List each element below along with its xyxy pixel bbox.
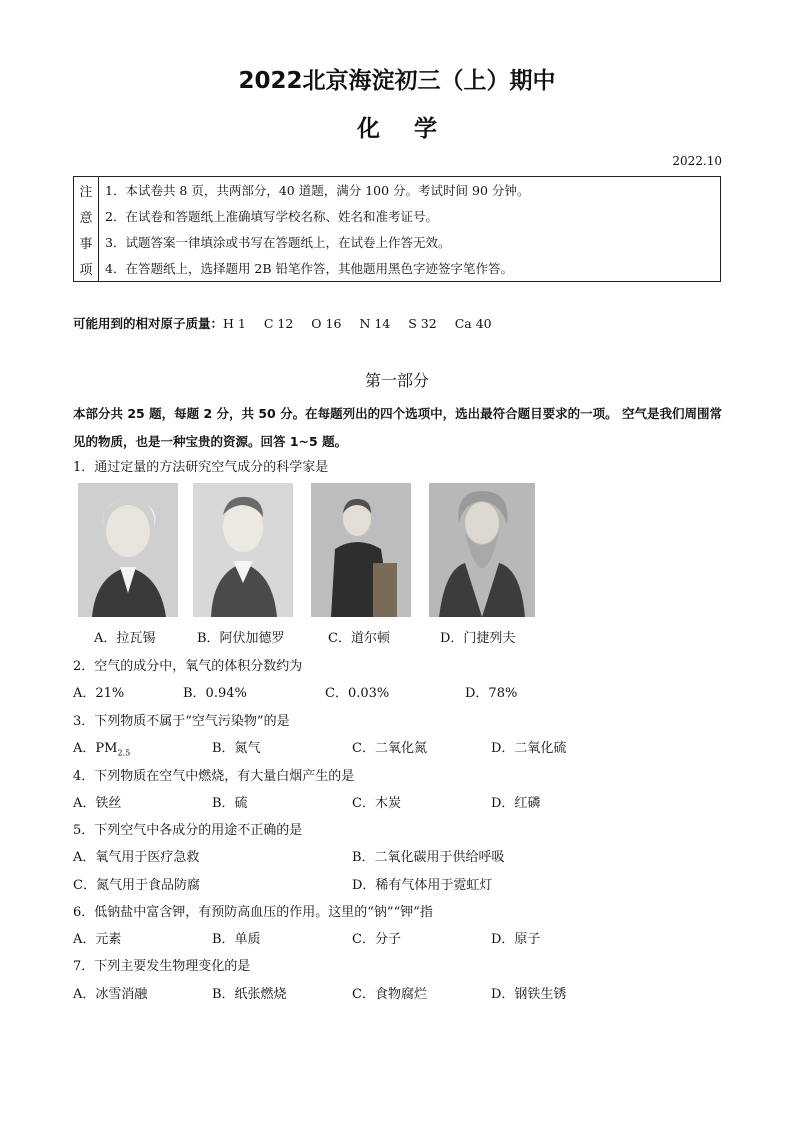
option-label: B．单质 bbox=[212, 932, 261, 947]
notice-label: 意 bbox=[74, 203, 99, 229]
question-stem: 5．下列空气中各成分的用途不正确的是 bbox=[73, 823, 303, 838]
portrait-image bbox=[193, 483, 293, 617]
atomic-mass: H 1 bbox=[223, 316, 246, 331]
option-label: A．冰雪消融 bbox=[73, 987, 148, 1002]
notice-label: 注 bbox=[74, 177, 99, 204]
portrait-image bbox=[78, 483, 178, 617]
question-stem: 7．下列主要发生物理变化的是 bbox=[73, 959, 251, 974]
option-label: C．0.03% bbox=[325, 686, 390, 701]
part-intro: 本部分共 25 题，每题 2 分，共 50 分。在每题列出的四个选项中，选出最符合题目要求的一项。 空气是我们周围常见的物质，也是一种宝贵的资源。回答 1~5 题。 bbox=[73, 406, 722, 449]
option-label: C．食物腐烂 bbox=[352, 987, 427, 1002]
portrait-image bbox=[311, 483, 411, 617]
atomic-mass: Ca 40 bbox=[454, 316, 492, 331]
option-label: B．二氧化碳用于供给呼吸 bbox=[352, 850, 505, 865]
option-label: C．分子 bbox=[352, 932, 401, 947]
notice-item: 1．本试卷共 8 页，共两部分，40 道题，满分 100 分。考试时间 90 分钟。 bbox=[99, 177, 721, 204]
question-stem: 1．通过定量的方法研究空气成分的科学家是 bbox=[73, 460, 329, 475]
option-label: B．纸张燃烧 bbox=[212, 987, 287, 1002]
notice-item: 3．试题答案一律填涂或书写在答题纸上，在试卷上作答无效。 bbox=[99, 229, 721, 255]
atomic-mass: S 32 bbox=[408, 316, 437, 331]
atomic-mass: O 16 bbox=[311, 316, 342, 331]
part-heading: 第一部分 bbox=[364, 371, 429, 390]
subject-title: 化学 bbox=[357, 115, 471, 142]
option-label: C．氮气用于食品防腐 bbox=[73, 878, 200, 893]
notice-label: 事 bbox=[74, 229, 99, 255]
atomic-masses-label: 可能用到的相对原子质量： bbox=[73, 316, 224, 331]
question-stem: 4．下列物质在空气中燃烧，有大量白烟产生的是 bbox=[73, 769, 355, 784]
notice-item: 4．在答题纸上，选择题用 2B 铅笔作答，其他题用黑色字迹签字笔作答。 bbox=[99, 255, 721, 282]
question-stem: 3．下列物质不属于“空气污染物”的是 bbox=[73, 714, 290, 729]
notice-item: 2．在试卷和答题纸上准确填写学校名称、姓名和准考证号。 bbox=[99, 203, 721, 229]
option-label: A．元素 bbox=[73, 932, 122, 947]
option-label: B．0.94% bbox=[183, 686, 247, 701]
option-label: B．阿伏加德罗 bbox=[197, 631, 285, 646]
exam-date: 2022.10 bbox=[672, 154, 722, 168]
atomic-masses bbox=[73, 314, 492, 332]
notice-table bbox=[73, 176, 721, 282]
option-label: D．稀有气体用于霓虹灯 bbox=[352, 878, 493, 893]
option-label: D．门捷列夫 bbox=[440, 631, 516, 646]
portrait-image bbox=[429, 483, 535, 617]
option-label: B．硫 bbox=[212, 796, 248, 811]
option-label: C．二氧化氮 bbox=[352, 741, 427, 756]
atomic-mass: N 14 bbox=[359, 316, 391, 331]
option-label: A．铁丝 bbox=[73, 796, 122, 811]
option-label: A．氧气用于医疗急救 bbox=[73, 850, 200, 865]
question-stem: 2．空气的成分中，氧气的体积分数约为 bbox=[73, 659, 303, 674]
option-label bbox=[73, 737, 130, 758]
option-label: D．78% bbox=[465, 686, 518, 701]
option-label: A．21% bbox=[73, 686, 125, 701]
option-label: D．红磷 bbox=[491, 796, 541, 811]
question-stem: 6．低钠盐中富含钾，有预防高血压的作用。这里的“钠”“钾”指 bbox=[73, 905, 433, 920]
exam-title: 2022北京海淀初三（上）期中 bbox=[238, 68, 556, 94]
option-label: A．拉瓦锡 bbox=[94, 631, 156, 646]
option-label: C．木炭 bbox=[352, 796, 401, 811]
option-label: D．钢铁生锈 bbox=[491, 987, 567, 1002]
option-label: C．道尔顿 bbox=[328, 631, 390, 646]
option-label: B．氮气 bbox=[212, 741, 261, 756]
option-text: A．PM bbox=[73, 741, 118, 756]
subscript: 2.5 bbox=[117, 748, 131, 758]
notice-label: 项 bbox=[74, 255, 99, 282]
atomic-mass: C 12 bbox=[263, 316, 294, 331]
option-label: D．原子 bbox=[491, 932, 541, 947]
option-label: D．二氧化硫 bbox=[491, 741, 567, 756]
